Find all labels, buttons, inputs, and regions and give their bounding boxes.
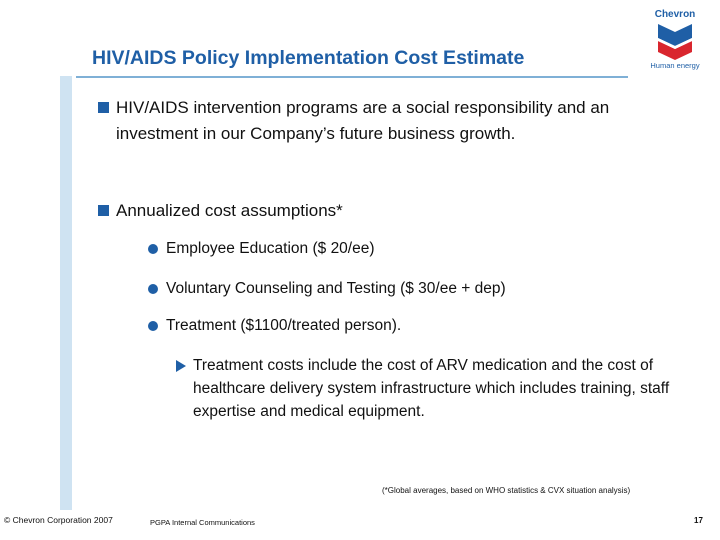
sub-bullet-item (148, 316, 401, 336)
chevron-emblem-icon (656, 22, 694, 60)
circle-bullet-icon (148, 284, 158, 294)
sub-bullet-text: Treatment ($1100/treated person). (166, 317, 402, 334)
detail-bullet-text: Treatment costs include the cost of ARV medication and the cost of healthcare delivery system infrastructure which includes training, staff expertise and medical equipment. (193, 357, 670, 420)
bullet-text: Annualized cost assumptions* (116, 201, 343, 220)
logo-tagline: Human energy (650, 61, 700, 70)
sub-bullet-text: Employee Education ($ 20/ee) (166, 240, 375, 257)
sub-bullet-item (148, 239, 375, 259)
circle-bullet-icon (148, 244, 158, 254)
bullet-item (98, 198, 696, 224)
detail-bullet-item (176, 354, 703, 423)
slide-title: HIV/AIDS Policy Implementation Cost Estimate (92, 47, 525, 69)
bullet-text: HIV/AIDS intervention programs are a social responsibility and an investment in our Company’s future business growth. (116, 98, 610, 143)
page-number: 17 (694, 516, 703, 525)
footer-department: PGPA Internal Communications (150, 518, 255, 527)
chevron-logo (642, 4, 708, 74)
sub-bullet-text: Voluntary Counseling and Testing ($ 30/ee + dep) (166, 280, 506, 297)
logo-name: Chevron (654, 9, 696, 20)
triangle-bullet-icon (176, 360, 186, 372)
side-accent-bar (60, 76, 72, 510)
bullet-item (98, 95, 696, 147)
square-bullet-icon (98, 102, 109, 113)
title-rule (76, 76, 628, 78)
footnote: (*Global averages, based on WHO statistics & CVX situation analysis) (382, 486, 631, 495)
footer-copyright: © Chevron Corporation 2007 (4, 515, 113, 525)
circle-bullet-icon (148, 321, 158, 331)
sub-bullet-item (148, 279, 506, 299)
square-bullet-icon (98, 205, 109, 216)
